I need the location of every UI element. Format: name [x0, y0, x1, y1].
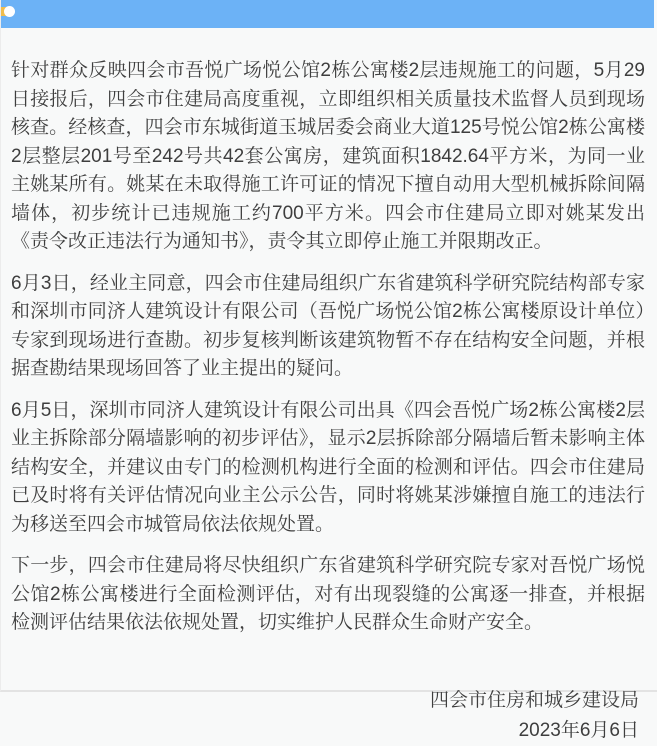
notice-body	[1, 28, 657, 746]
signature-date: 2023年6月6日	[518, 719, 639, 741]
notice-paragraph-4: 下一步，四会市住建局将尽快组织广东省建筑科学研究院专家对吾悦广场悦公馆2栋公寓楼进行全面检测评估，对有出现裂缝的公寓逐一排查，并根据检测评估结果依法依规处置，切实维护人民群众生命财产安全。	[11, 555, 645, 633]
signature-org: 四会市住房和城乡建设局	[429, 689, 639, 711]
notice-paragraph-2: 6月3日，经业主同意，四会市住建局组织广东省建筑科学研究院结构部专家和深圳市同济人建筑设计有限公司（吾悦广场悦公馆2栋公寓楼原设计单位）专家到现场进行查勘。初步复核判断该建筑物暂不存在结构安全问题，并根据查勘结果现场回答了业主提出的疑问。	[11, 272, 645, 379]
notice-paragraph-1: 针对群众反映四会市吾悦广场悦公馆2栋公寓楼2层违规施工的问题，5月29日接报后，四会市住建局高度重视，立即组织相关质量技术监督人员到现场核查。经核查，四会市东城街道玉城居委会商业大道125号悦公馆2栋公寓楼2层整层201号至242号共42套公寓房，建筑面积1842.64平方米，为同一业主姚某所有。姚某在未取得施工许可证的情况下擅自动用大型机械拆除间隔墙体，初步统计已违规施工约700平方米。四会市住建局立即对姚某发出《责令改正违法行为通知书》，责令其立即停止施工并限期改正。	[11, 60, 645, 252]
banner	[1, 0, 654, 28]
signature-block	[11, 686, 645, 746]
notice-paragraph-3: 6月5日，深圳市同济人建筑设计有限公司出具《四会吾悦广场2栋公寓楼2层业主拆除部分隔墙影响的初步评估》，显示2层拆除部分隔墙后暂未影响主体结构安全，并建议由专门的检测机构进行全面的检测和评估。四会市住建局已及时将有关评估情况向业主公示公告，同时将姚某涉嫌擅自施工的违法行为移送至四会市城管局依法依规处置。	[11, 399, 645, 535]
pin-cap	[4, 6, 15, 17]
